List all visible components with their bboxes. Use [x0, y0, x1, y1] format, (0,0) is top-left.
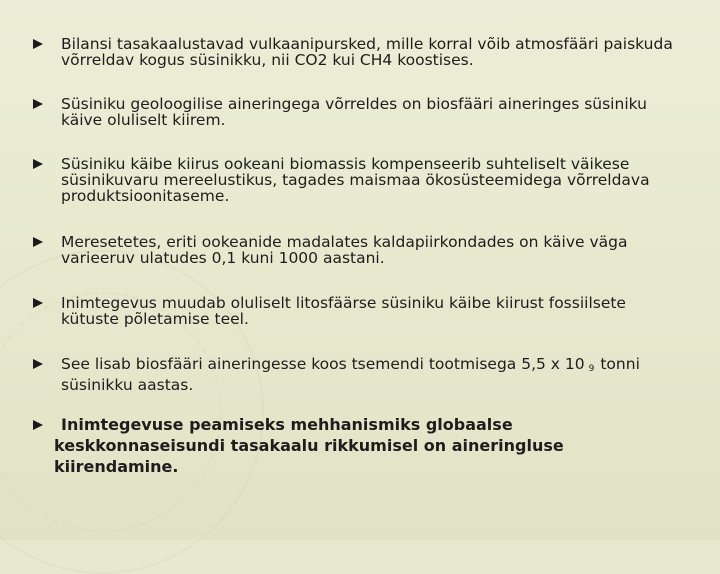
- exponent: 9: [588, 364, 595, 374]
- bullet-arrow-icon: [33, 39, 43, 49]
- bullet-arrow-icon: [33, 159, 43, 169]
- bullet-text: [61, 356, 701, 393]
- bullet-line: varieeruv ulatudes 0,1 kuni 1000 aastani.: [61, 249, 385, 267]
- bullet-line: käive oluliselt kiirem.: [61, 111, 226, 129]
- bullet-arrow-icon: [33, 298, 43, 308]
- bullet-arrow-icon: [33, 99, 43, 109]
- bullet-line: kiirendamine.: [54, 457, 179, 476]
- bullet-text: [61, 36, 701, 68]
- bullet-line-text: See lisab biosfääri aineringesse koos tsemendi tootmisega 5,5 x 10: [61, 355, 585, 373]
- bullet-arrow-icon: [33, 237, 43, 247]
- bullet-line: kütuste põletamise teel.: [61, 310, 249, 328]
- bullet-arrow-icon: [33, 359, 43, 369]
- bullet-line: Inimtegevus muudab oluliselt litosfäärse süsiniku käibe kiirust fossiilsete: [61, 294, 626, 312]
- bullet-line: produktsioonitaseme.: [61, 187, 230, 205]
- bullet-text: [61, 234, 701, 266]
- bullet-line: [61, 356, 701, 377]
- bullet-line: süsinikku aastas.: [61, 376, 194, 394]
- bullet-line-text: tonni: [600, 355, 640, 373]
- bullet-line: Inimtegevuse peamiseks mehhanismiks globaalse: [61, 415, 513, 434]
- bullet-line: keskkonnaseisundi tasakaalu rikkumisel on aineringluse: [54, 436, 564, 455]
- bullet-text-bold: [54, 414, 694, 477]
- bullet-line: Süsiniku käibe kiirus ookeani biomassis kompenseerib suhteliselt väikese: [61, 155, 630, 173]
- bullet-line: Süsiniku geoloogilise aineringega võrreldes on biosfääri aineringes süsiniku: [61, 95, 647, 113]
- bullet-line: Meresetetes, eriti ookeanide madalates kaldapiirkondades on käive väga: [61, 233, 628, 251]
- bullet-line: võrreldav kogus süsinikku, nii CO2 kui CH4 koostises.: [61, 51, 474, 69]
- bullet-text: [61, 96, 701, 128]
- bullet-line: Bilansi tasakaalustavad vulkaanipursked, mille korral võib atmosfääri paiskuda: [61, 35, 673, 53]
- bullet-text: [61, 156, 701, 204]
- bullet-text: [61, 295, 701, 327]
- bullet-line: süsinikuvaru mereelustikus, tagades maismaa ökosüsteemidega võrreldava: [61, 171, 650, 189]
- bullet-arrow-icon: [33, 420, 43, 430]
